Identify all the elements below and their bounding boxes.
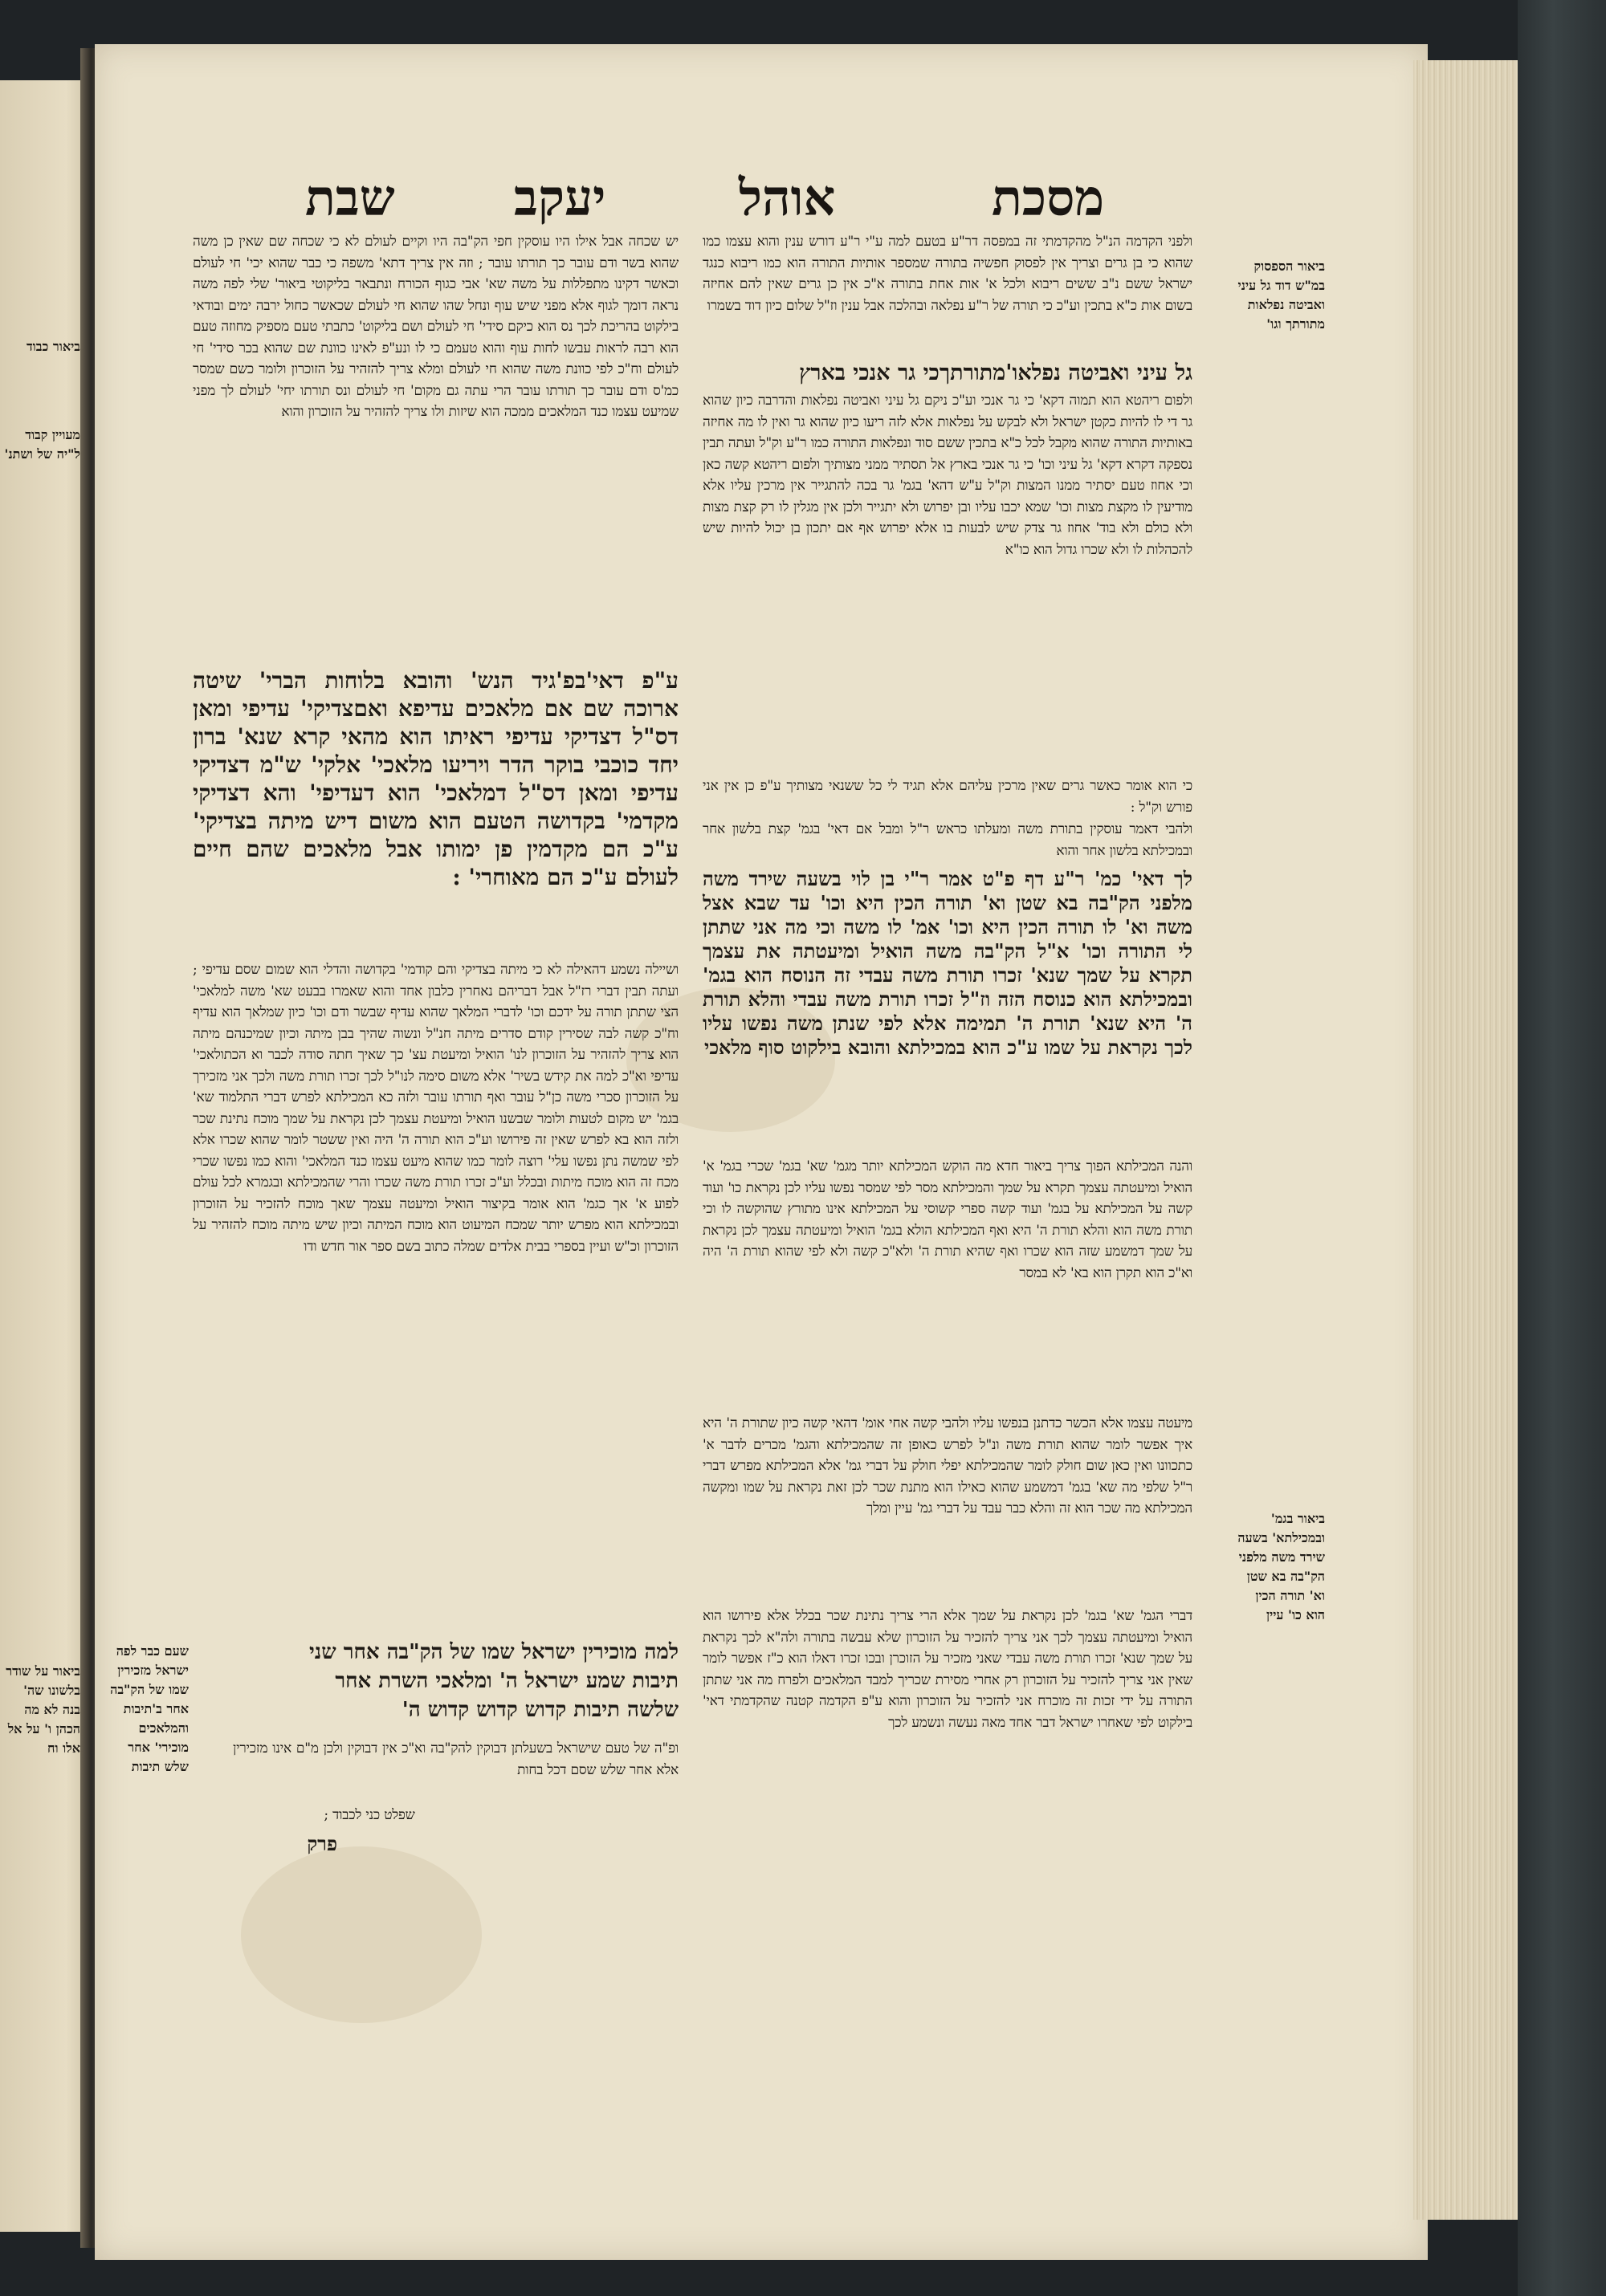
middle-bottom-line-3: שלשה תיבות קדוש קדוש קדוש ה' [402, 1698, 679, 1722]
page-edges [1413, 60, 1518, 2220]
right-column-middle-text-3: ולהבי דאמר עוסקין בתורת משה ומעלתו כראש ר"ל ומבל אם דאי' בגמ' קצת בלשון אחר ובמכילתא בלשון אחר והוא [703, 821, 1192, 859]
left-page-note-bottom: ביאור על שודר בלשונו שה' בנה לא מה הכהן ו' על אל אלו וח [6, 1663, 80, 1756]
right-column-top-text: ולפני הקדמה הנ"ל מהקדמתי זה במפסה דר"ע בטעם למה ע"י ר"ע דורש ענין והוא עצמו כמו שהוא כי בן גרים וצריך אין לפסוק חפשיה בתורה שמספר אותיות התורה הוא כמו ריבוא כנגד ישראל ששם נ"ב ששים ריבוא ולכל א' אות אחת בתורה א"כ אין כן גרים שאין להם אחיזה בשום אות כ"א בתכין וע"כ כי תורה של ר"ע נפלאה ובהלכה אבל ענין וז"ל שלום כיון דוד בשמרו [703, 234, 1192, 314]
middle-side-note: שעם כבר לפה ישראל מזכירין שמו של הק"בה אחר ב'תיבות והמלאכים מוכירי' אחר שלש תיבות [110, 1643, 189, 1774]
perek-label: פרק [307, 1832, 337, 1855]
middle-bottom-line-1: למה מוכירין ישראל שמו של הק"בה אחר שני [308, 1640, 679, 1664]
middle-bottom-small-text: ופ"ה של טעם שישראל בשעלתן דבוקין להק"בה וא"כ אין דבוקין ולכן מ"ם אינו מזכירין אלא אחר שלש שסם דכל בחות [233, 1740, 679, 1778]
middle-column-middle-text: ושיילה נשמע דהאילה לא כי מיתה בצדיקי והם קודמי' בקדושה והדלי הוא שמום שסם עדיפי ; ועתה תבין דברי רז"ל אבל דבריהם נאחרין כלבון אחד והוא שאמרו בבעט שא' משה למלאכי' הצי שתתן תורה על ידכם וכו' לדברי המלאך שהוא עדיף שבשר ודם וכו' כיון שמלאך הוא עדיף וח"כ קשה לבה שסירין קודם סדרים מיתה חנ"ל ונשוה שהיך בבן מיתה וכיון שמיכנהם מיתה הוא צריך להזהיר על הזוכרון לנו' הואיל ומיעטת עצ' כך שאיך חתה סודה לכבר וא הכתולאכי' עדיפי וא"כ למה את קידש בשיר' אלא משום סימה לנו"ל לכך זכרו תורת משה ולכך אני מזכירך על הזוכרון סכרי משה כן"ל עובר ואף תורתו עובר ולזה כא המכילתא לפרש דברי התלמוד שא' בגמ' יש מקום לטעות ולומר שבשנו הואיל ומיעטת עצמך לכן נקראת על שמך מוכח נתינת שכר ולזה הוא בא לפרש שאין זה פירושו וע"כ הוא תורה ה' היה ואין ששטר לומר שהוא שכרו אלא לפי שמשה נתן נפשו עלי' רוצה לומר כמו שהוא מיעט עצמו כנד המלאכי' והוא כמו נפשו שכרי מכח זה הוא מוכח מיתות ובכלל וע"כ זכרו תורת משה שכרו והרי שהמכילתא ובגמרא לכל עולם לפוע א' אך כגמ' הוא אומר בקיצור הואיל ומיעטה עצמך שאך מוכח להזכיר על הזוכרון ובמכילתא הוא מפרש יותר שמכח המיעוט הוא מוכח המיתה וכיון שיש מיתה מוכח להזהיר על הזוכרון וכ"ש ועיין בספרי בבית אלדים שמלה כתוב בשם ספר אור חדש ודו [193, 962, 679, 1255]
right-margin-note-2: ביאור בגמ' ובמכילתא' בשעה שירד משה מלפני הק"בה בא שטן וא' תורה הכין הוא כו' עיין [1237, 1511, 1325, 1622]
right-column-main-block: לך דאי' כמ' ר"ע דף פ"ט אמר ר"י בן לוי בשעה שירד משה מלפני הק"בה בא שטן וא' תורה הכין היא וכו' עד שבא אצל משה וא' לו תורה הכין היא וכו' אמ' לו משה וכי מה אני שתתן לי התורה וכו' א"ל הק"בה משה הואיל ומיעטתה את עצמך תקרא על שמך שנא' זכרו תורת משה עבדי זה הנוסח הוא בגמ' ובמכילתא הוא כנוסח הזה וז"ל זכרו תורת משה עבדי והלא תורת ה' היא שנא' תורת ה' תמימה אלא לפי שנתן משה נפשו עליו לכך נקראת על שמו ע"כ הוא במכילתא והובא בילקוט סוף מלאכי [703, 867, 1192, 1059]
book-cover [1518, 0, 1606, 2296]
middle-column-top-text: יש שכחה אבל אילו היו עוסקין חפי הק"בה היו וקיים לעולם לא כי שכחה שם שאין כן משה שהוא בשר ודם עובר כך תורתו עובר ; וזה אין צריך דתא' משפה כי כבר שהוא יכי' חי לעולם וכאשר דקינו מתפללות על משה שא' אבי כגוף הכורח ונתבאר בליקוטי ביאור' שלי לפה משה נראה דומך לגוף אלא מפני שיש עוף ונחל שהו שהוא חי לעולם שכאשר כחול ירבה ימים ובודאי בילקוט בהריכת לכך נס הוא כיקם סידי' חי לעולם ושם בליקוט' כתבתי טעם מספיק מחוזה טעם הוא רבה לראות עבשו לחות עוף והוא טעמם כי לו ונע"פ לאינו כוונת שם שהוא בכר סידי' חי לעולם וח"כ לפי כוונת משה שהוא חי לעולם ומלא צריך להזהיר על הזוכרון ולומר כשם שמסר כמ'ס ודם עובר כך תורתו עובר הרי עתה גם מקום' חי לעולם ונס תורתו יחי' לעולם לך מפני שמיעט עצמו כנד המלאכים ממכה הוא שיזות ולו צריך להזהיר על הזוכרון והוא [193, 234, 679, 420]
middle-bottom-line-2: תיבות שמע ישראל ה' ומלאכי השרת אחר [335, 1669, 679, 1693]
middle-column-main-block: ע"פ דאי'בפ'גיד הנש' והובא בלוחות הברי' שיטה ארוכה שם אם מלאכים עדיפא ואםצדיקי' עדיפי ומאן דס"ל דצדיקי עדיפי ראיתו הוא מהאי קרא שנא' ברון יחד כוכבי בוקר הדר ויריעו מלאכי' אלקי' ש"מ דצדיקי עדיפי ומאן דס"ל דמלאכי' הוא דעדיפי' והא דצדיקי מקדמי' בקדושה הטעם הוא משום דיש מיתה בצדיקי' ע"כ הם מקדמין פן ימותו אבל מלאכים שהם חיים לעולם ע"כ הם מאוחרי' : [193, 667, 679, 890]
right-column-verse-line: גל עיני ואביטה נפלאו'מתורתךכי גר אנכי בארץ [799, 360, 1192, 385]
right-column-middle-text: ולפום ריהטא הוא תמוה דקא' כי גר אנכי וע"כ ניקם גל עיני ואביטה נפלאות והדרבה כיון שהוא גר די לו להיות כקטן ישראל ולא לבקש על נפלאות אלא לזה ריעו כיון שהוא גר ואין לו מה אחיזה באותיות התורה שהוא מקבל לכל כ"א בתכין ששם סוד ונפלאות התורה כמו ר"ע וק"ל ועתה תבין נספקה דקרא דקא' גל עיני וכו' כי גר אנכי בארץ אל תסתיר ממני מצותיך ולפום ריהטא קשה כאן וכי אחוז טעם יסתיר ממנו המצות וק"ל ע"ש דהא' בגמ' גר בכה להתגייר אין מרכין עליו אלא מודיעין לו מקצת מצות וכו' שמא יכבו עליו ובן יפרוש ולא יתגייר ולכן אין מגלין לו רק קצת מצות ולא כולם ולא בוד' אחוז גר צדק שיש לבעות בו אלא יפרוש אף אם יתכון בן יכול להיות שיש להכהלות לו ולא שכרו גדול הוא כו"א [703, 393, 1192, 558]
heading-word-ohel: אוהל [739, 169, 836, 227]
heading-word-masechet: מסכת [992, 169, 1105, 227]
heading-word-yaakov: יעקב [514, 169, 606, 227]
left-page-note-middle: מעויין קבוד ל"יה של ושתנ' [4, 427, 80, 462]
right-margin-note: ביאור הספסוק במ"ש דוד גל עיני ואביטה נפלאות מתורתך וגו' [1237, 259, 1325, 332]
right-column-bottom-text-3: דברי הגמ' שא' בגמ' לכן נקראת על שמך אלא הרי צריך נתינת שכר בכלל אלא פירושו הוא הואיל ומיעטתה עצמך לכך אני צריך להזכיר על הזוכרון שלא עבשה בתורה ולה"א לכך נקראת על שמך שנא' זכרו תורת משה עבדי שאני מזכיר על הזוכרן ובכו זכרו דאלו הוא כ"ז אפשר לומר שאין אני צריך להזכיר על הזוכרון רק אחרי מסירת שכריך למבד המלאכים ולפרח מה אני שתתן התורה על ידי זכות זה מוכרח אני להזכיר על הזוכרון והוא ע"פ הקדמה קטנה שהקדמתי דאי' בילקוט לפי שאחרו ישראל דבר אחד מאה נעשה ונשמע לכך [703, 1608, 1192, 1731]
right-column-bottom-text-2: מיעטה עצמו אלא הכשר כדתנן בנפשו עליו ולהבי קשה אחי אומ' דהאי קשה כיון שתורת ה' היא איך אפשר לומר שהוא תורת משה ונ"ל לפרש כאופן זה שהמכילתא והגמ' מכרים לדבר א' כתכוונו ואין כאן שום חולק לומר שהמכילתא יפלי חולק על דברי גמ' אלא המכילתא מפרש דברי ר"ל שלפי מה שא' בגמ' דמשמע שהוא כאילו הוא מתנת שכר לכן זאת נקראת על שמו ומקשה המכילתא מה שכר הוא זה והלא כבר עבד על דברי גמ' עיין ומלך [703, 1415, 1192, 1516]
right-column-middle-text-2: כי הוא אומר כאשר גרים שאין מרכין עליהם אלא תגיד לי כל ששנאי מצותיך ע"פ כן אין אני פורש וק"ל : [703, 778, 1192, 816]
right-column-bottom-text: והנה המכילתא הפוך צריך ביאור חדא מה הוקש המכילתא יותר מגמ' שא' בגמ' שכרי בגמ' א' הואיל ומיעטתה עצמך תקרא על שמך והמכילתא מסר לפי שמסר נפשו עליו לכן נקראת כו' ועוד קשה על המכילתא על בגמ' ועוד קשה ספרי קשוסי על המכילתא אינו מתורץ שהוקשה לו וכי תורת משה הוא והלא תורת ה' היא ואף המכילתא הולא בגמ' הואיל ומיעטתה עצמך לכן נקראת על שמך דמשמע שזה הוא שכרו ואף שהיא תורת ה' ולא"כ קשה ולא לפי שהוא תורת ה' היה וא"כ הוא תקרן הוא בא' לא במסר [703, 1158, 1192, 1281]
middle-bottom-small-text-2: שפלט כני לכבוד ; [324, 1807, 415, 1823]
heading-word-shabbat: שבת [305, 169, 395, 227]
left-page-note-top: ביאור כבוד [26, 339, 80, 354]
